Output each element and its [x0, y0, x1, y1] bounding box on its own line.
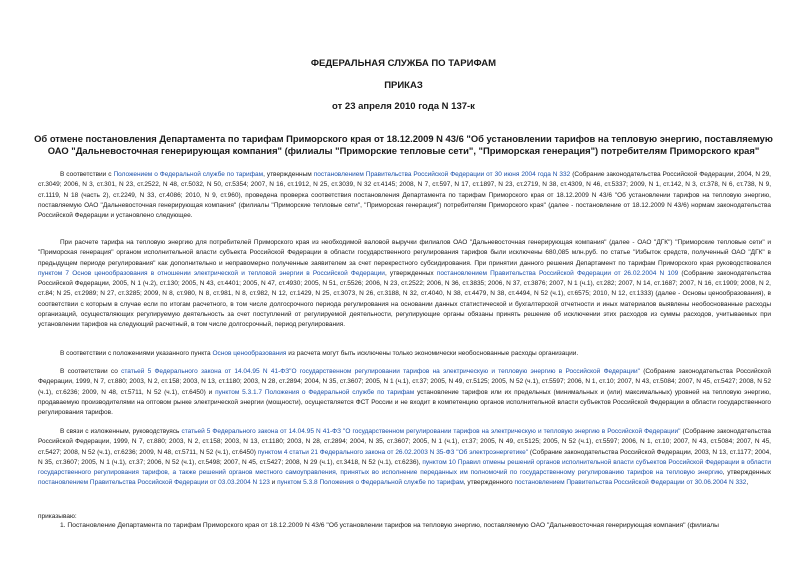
legal-reference-link[interactable]: Положением о Федеральной службе по тарифам [113, 171, 264, 178]
paragraph-text: В соответствии с положениями указанного пункта [60, 350, 213, 357]
paragraph-text: из расчета могут быть исключены только экономически необоснованные расходы организации. [286, 350, 579, 357]
paragraph-text: , утвержденным [263, 171, 314, 178]
doc-type-heading: ПРИКАЗ [384, 80, 423, 91]
paragraph-text: и [269, 479, 278, 487]
paragraph-4 [38, 367, 771, 418]
paragraph-text: , утвержденных [384, 269, 437, 277]
order-item-1: 1. Постановление Департамента по тарифам Приморского края от 18.12.2009 N 43/6 "Об установлении тарифов на тепловую энергию, поставляемую ОАО "Дальневосточная генерирующая компания" (филиалы [60, 522, 719, 529]
legal-reference-link[interactable]: пунктом 5.3.8 Положения о Федеральной службе по тарифам [277, 479, 464, 487]
paragraph-text: В связи с изложенным, руководствуясь [60, 428, 182, 435]
document-title: Об отмене постановления Департамента по тарифам Приморского края от 18.12.2009 N 43/6 "Об установлении тарифов на тепловую энергию, поставляемую ОАО "Дальневосточная генерирующая компания" (филиалы "Приморские тепловые сети", "Приморская генерация") потребителям Приморского края" [34, 133, 773, 156]
order-word: приказываю: [38, 513, 77, 520]
paragraph-text: (Собрание законодательства Российской Федерации, 2005, N 1 (ч.2), ст.130; 2005, N 43, ст.4401; 2005, N 47, ст.4930; 2005, N 51, ст.5526; 2006, N 23, ст.2522; 2006, N 36, ст.3835; 2006, N 37, ст.3876; 2007, N 1 (ч.1), ст.282; 2007, N 14, ст.1687; 2007, N 16, ст.1909; 2008, N 2, ст.84; N 25, ст.2989; N 27, ст.3285; 2009, N 8, ст.980, N 8, ст.981, N 8, ст.982, N 12, ст.1429, N 25, ст.3073, N 26, ст.3188, N 32, ст.4040, N 38, ст.4479, N 38, ст.4494, N 52 (ч.1), ст.6575; 2010, N 12, ст.1333) (далее - Основы ценообразования), в соответствии с которым в случае если по итогам расчетного, в том числе долгосрочного периода регулирования на основании данных статистической и бухгалтерской отчетности и иных материалов выявлены необоснованные расходы организаций, осуществляющих регулируемую деятельность за счет поступлений от регулируемой деятельности, регулирующие органы обязаны принять решение об исключении этих расходов из суммы расходов, учитываемых при установлении тарифов на следующий расчетный, в том числе долгосрочный, период регулирования. [38, 269, 771, 329]
paragraph-text: (Собрание законодательства Российской Федерации, 2004, N 29, ст.3049; 2006, N 3, ст.301, N 23, ст.2522, N 48, ст.5032, N 50, ст.5354; 2007, N 16, ст.1912, N 25, ст.3039, N 32 ст.4145; 2008, N 7, ст.597, N 17, ст.1897, N 23, ст.2719, N 38, ст.4309, N 46, ст.5337; 2009, N 1, ст.142, N 3, ст.378, N 6, ст.738, N 9, ст.1119, N 18 (часть 2), ст.2249, N 33, ст.4086; 2010, N 9, ст.960), проведена проверка соответствия постановления Департамента по тарифам Приморского края от 18.12.2009 N 43/6 "Об установлении тарифов на тепловую энергию, поставляемую ОАО "Дальневосточная генерирующая компания" (филиалы "Приморские тепловые сети", "Приморская генерация") потребителям Приморского края" (далее - постановление от 18.12.2009 N 43/6) нормам законодательства Российской Федерации и установлено следующее. [38, 171, 771, 220]
paragraph-text: В соответствии с [60, 171, 114, 178]
paragraph-1 [38, 170, 771, 221]
paragraph-text: , утвержденных [722, 469, 772, 477]
agency-heading: ФЕДЕРАЛЬНАЯ СЛУЖБА ПО ТАРИФАМ [310, 58, 497, 69]
paragraph-text: При расчете тарифа на тепловую энергию для потребителей Приморского края из необходимой валовой выручки филиалов ОАО "Дальневосточная генерирующая компания" (далее - ОАО "ДГК") "Приморские тепловые сети" и "Приморская генерация" органом исполнительной власти субъекта Российской Федерации в области государственного регулирования тарифов были исключены 680,085 млн.руб. по статье "Избыток средств, полученный ОАО "ДГК" в предыдущем периоде регулирования" как дополнительно и неправомерно полученные заявителем за счет перекрестного субсидирования. При принятии данного решения Департамент по тарифам Приморского края руководствовался [38, 239, 771, 267]
legal-reference-link[interactable]: пунктом 7 Основ ценообразования в отношении электрической и тепловой энергии в Российской Федерации [38, 269, 385, 277]
paragraph-text: (Собрание законодательства Российской Федерации, 1999, N 7, ст.880; 2003, N 2, ст.158; 2003, N 13, ст.1180; 2003, N 28, ст.2894; 2004, N 35, ст.3607; 2005, N 1 (ч.1), ст.37; 2005, N 49, ст.5125; 2005, N 52 (ч.1), ст.5597; 2006, N 1, ст.10; 2007, N 43, ст.5084; 2007, N 45, ст.5427; 2008, N 52 (ч.1), ст.6236; 2009, N 48, ст.5711, N 52 (ч.1), ст.6450) [38, 428, 771, 456]
legal-reference-link[interactable]: пунктом 5.3.1.7 Положения о Федеральной службе по тарифам [215, 388, 415, 396]
paragraph-2 [38, 238, 771, 331]
legal-reference-link[interactable]: постановлением Правительства Российской Федерации от 03.03.2004 N 123 [38, 479, 270, 487]
legal-reference-link[interactable]: пунктом 10 Правил отмены решений органов исполнительной власти субъектов Российской Федерации в области государственного регулирования тарифов, а также решений органов местного самоуправления, принятых во исполнение переданных им полномочий по государственному регулированию тарифов на тепловую энергию [38, 458, 771, 477]
legal-reference-link[interactable]: статьей 5 Федерального закона от 14.04.95 N 41-ФЗ "О государственном регулировании тарифов на электрическую и тепловую энергию в Российской Федерации" [181, 428, 681, 435]
legal-reference-link[interactable]: статьей 5 Федерального закона от 14.04.95 N 41-ФЗ"О государственном регулировании тарифов на электрическую и тепловую энергию в Российской Федерации" [121, 368, 640, 375]
paragraph-text: (Собрание законодательства Российской Федерации, 2003, N 13, ст.1177; 2004, N 35, ст.3607; 2005, N 1 (ч.1), ст.37; 2006, N 52 (ч.1), ст.5498; 2007, N 45, ст.5427; 2008, N 29 (ч.1), ст.3418, N 52 (ч.1), ст.6236), [38, 448, 771, 466]
date-number-heading: от 23 апреля 2010 года N 137-к [332, 101, 475, 112]
legal-reference-link[interactable]: Основ ценообразования [212, 350, 287, 357]
paragraph-text: , [746, 479, 749, 487]
paragraph-text: установление тарифов или их предельных (минимальных и (или) максимальных) уровней на тепловую энергию, продаваемую производителями на оптовом рынке электрической энергии (мощности), осуществляется ФСТ России и не входит в компетенцию органов исполнительной власти субъектов Российской Федерации в области государственного регулирования тарифов. [38, 388, 771, 417]
paragraph-text: (Собрание законодательства Российской Федерации, 1999, N 7, ст.880; 2003, N 2, ст.158; 2003, N 13, ст.1180; 2003, N 28, ст.2894; 2004, N 35, ст.3607; 2005, N 1 (ч.1), ст.37; 2005, N 49, ст.5125; 2005, N 52 (ч.1), ст.5597; 2006, N 1, ст.10; 2007, N 43, ст.5084; 2007, N 45, ст.5427; 2008, N 52 (ч.1), ст.6236; 2009, N 48, ст.5711, N 52 (ч.1), ст.6450) и [38, 368, 771, 396]
legal-reference-link[interactable]: пунктом 4 статьи 21 Федерального закона от 26.02.2003 N 35-ФЗ "Об электроэнергетике" [257, 448, 529, 456]
paragraph-3 [38, 349, 771, 359]
paragraph-text: В соответствии со [60, 368, 122, 375]
paragraph-text: , утвержденного [463, 479, 515, 487]
paragraph-5 [38, 427, 771, 489]
legal-reference-link[interactable]: постановлением Правительства Российской Федерации от 30.06.2004 N 332 [514, 479, 747, 487]
legal-reference-link[interactable]: постановлением Правительства Российской Федерации от 26.02.2004 N 109 [436, 269, 679, 277]
legal-reference-link[interactable]: постановлением Правительства Российской Федерации от 30 июня 2004 года N 332 [313, 171, 571, 178]
